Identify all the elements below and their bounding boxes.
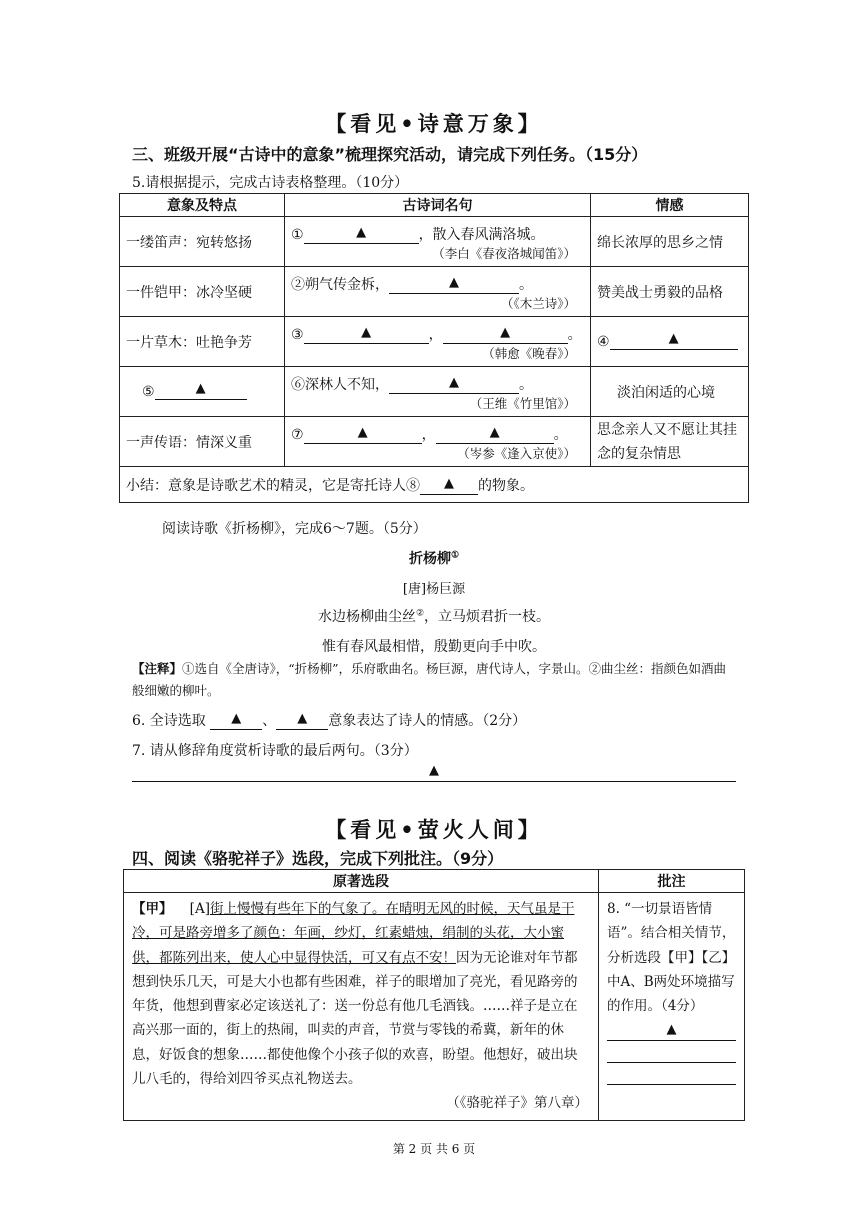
- q6-prefix: 6. 全诗选取: [132, 713, 206, 729]
- table-header-image: 意象及特点: [120, 194, 285, 217]
- triangle-icon: ▲: [666, 1022, 677, 1038]
- table-row: [120, 317, 749, 367]
- line-mid: ，: [428, 326, 443, 343]
- answer-blank-q6a[interactable]: [210, 713, 262, 730]
- triangle-icon: ▲: [356, 224, 367, 240]
- triangle-icon: ▲: [195, 381, 206, 396]
- passage-a-label: [A]: [189, 901, 210, 917]
- triangle-icon: ▲: [361, 324, 372, 340]
- summary-suffix: 的物象。: [478, 477, 534, 494]
- reading-intro: 阅读诗歌《折杨柳》，完成6～7题。（5分）: [162, 521, 427, 537]
- answer-blank-8[interactable]: [420, 475, 478, 495]
- answer-blank-6[interactable]: [389, 374, 519, 394]
- line-cell: [285, 317, 591, 367]
- annotation-cell: [599, 893, 745, 1121]
- line-prefix: ②朔气传金柝，: [291, 276, 389, 293]
- poetry-imagery-table: [119, 193, 749, 503]
- answer-line-q8-2[interactable]: [607, 1041, 736, 1063]
- image-cell: 一缕笛声：宛转悠扬: [120, 217, 285, 267]
- answer-line-q8-3[interactable]: [607, 1063, 736, 1085]
- triangle-icon: ▲: [449, 274, 459, 290]
- answer-blank-7a[interactable]: [304, 424, 422, 444]
- annotation-text: ①选自《全唐诗》，“折杨柳”，乐府歌曲名。杨巨源，唐代诗人，字景山。②曲尘丝：指颜色如酒曲般细嫩的柳叶。: [132, 661, 727, 698]
- image-cell: [120, 367, 285, 417]
- line-prefix: ①: [291, 226, 304, 243]
- answer-line-q8-1[interactable]: [607, 1020, 736, 1041]
- line-cell: [285, 217, 591, 267]
- summary-cell: [120, 467, 749, 503]
- poem-author: [唐]杨巨源: [402, 582, 466, 597]
- section-title-poetry: 【看见•诗意万象】: [325, 111, 543, 136]
- passage-cell: [124, 893, 599, 1121]
- poem-title-text: 折杨柳: [408, 551, 451, 567]
- triangle-icon: ▲: [297, 711, 308, 726]
- section-title-firefly: 【看见•萤火人间】: [325, 817, 543, 842]
- annotation-table: [123, 869, 745, 1121]
- annotation-question: 8. “一切景语皆情语”。结合相关情节，分析选段【甲】【乙】中A、B两处环境描写的作用。（4分）: [607, 901, 736, 1015]
- image-cell: 一声传语：情深义重: [120, 417, 285, 467]
- poem-line-1-b: ，立马烦君折一枝。: [424, 609, 551, 625]
- line-prefix: ③: [291, 326, 304, 343]
- line-source: （《木兰诗》）: [500, 295, 576, 311]
- emotion-cell: 绵长浓厚的思乡之情: [591, 217, 749, 267]
- triangle-icon: ▲: [444, 475, 454, 491]
- emotion-prefix: ④: [597, 334, 610, 350]
- triangle-icon: ▲: [357, 424, 368, 440]
- poem-line-1-note: ②: [415, 608, 425, 619]
- answer-line-q7[interactable]: [132, 765, 736, 782]
- passage-rest: 因为无论谁对年节都想到快乐几天，可是大小也都有些困难，祥子的眼增加了亮光，看见路旁的年货，他想到曹家必定该送礼了：送一份总有他几毛酒钱。……祥子是立在高兴那一面的，街上的热闹，叫卖的声音，节赏与零钱的希冀，新年的休息，好饭食的想象……都使他像个小孩子似的欢喜，盼望。他想好，破出块儿八毛的，得给刘四爷买点礼物送去。: [132, 949, 578, 1088]
- image-cell: 一件铠甲：冰冷坚硬: [120, 267, 285, 317]
- poem-line-1: [0, 606, 868, 626]
- table-row: [120, 217, 749, 267]
- line-source: （李白《春夜洛城闻笛》）: [432, 245, 576, 261]
- answer-blank-q6b[interactable]: [276, 713, 328, 730]
- line-source: （韩愈《晚春》）: [482, 345, 576, 361]
- table-summary-row: [120, 467, 749, 503]
- answer-blank-3b[interactable]: [443, 324, 568, 344]
- image-cell: 一片草木：吐艳争芳: [120, 317, 285, 367]
- question-6: [132, 710, 526, 730]
- table-header-emotion: 情感: [591, 194, 749, 217]
- header-passage: 原著选段: [124, 870, 599, 893]
- question-5-prompt: 5.请根据提示，完成古诗表格整理。（10分）: [132, 175, 409, 191]
- poem-annotation: [132, 658, 738, 702]
- answer-blank-4[interactable]: [610, 333, 738, 350]
- q6-suffix: 意象表达了诗人的情感。（2分）: [328, 713, 527, 729]
- emotion-cell: 赞美战士勇毅的品格: [591, 267, 749, 317]
- triangle-icon: ▲: [449, 374, 459, 390]
- triangle-icon: ▲: [231, 711, 242, 726]
- line-suffix: 。: [567, 326, 582, 343]
- line-cell: [285, 267, 591, 317]
- emotion-cell: [591, 317, 749, 367]
- question-7: 7. 请从修辞角度赏析诗歌的最后两句。（3分）: [132, 743, 418, 759]
- table-row: [120, 267, 749, 317]
- annotation-label: 【注释】: [132, 661, 183, 676]
- poem-line-1-a: 水边杨柳曲尘丝: [317, 609, 416, 625]
- poem-line-2: 惟有春风最相惜，殷勤更向手中吹。: [322, 639, 546, 655]
- passage-underlined: 街上慢慢有些年下的气象了。在晴明无风的时候，天气虽是干冷，可是路旁增多了颜色：年画，纱灯，红素蜡烛，绢制的头花，大小蜜供，都陈列出来，使人心中显得快活，可又有点不安！: [132, 901, 575, 966]
- answer-blank-2[interactable]: [389, 274, 519, 294]
- section-heading-three: 三、班级开展“古诗中的意象”梳理探究活动，请完成下列任务。（15分）: [132, 145, 648, 164]
- table-row: [120, 417, 749, 467]
- triangle-icon: ▲: [668, 331, 679, 346]
- triangle-icon: ▲: [489, 424, 500, 440]
- line-mid: ，: [421, 426, 436, 443]
- poem-title: [0, 548, 868, 568]
- answer-blank-5[interactable]: [155, 383, 247, 400]
- header-annotation: 批注: [599, 870, 745, 893]
- emotion-cell: 思念亲人又不愿让其挂念的复杂情思: [591, 417, 749, 467]
- line-cell: [285, 417, 591, 467]
- table-header-lines: 古诗词名句: [285, 194, 591, 217]
- line-cell: [285, 367, 591, 417]
- line-source: （王维《竹里馆》）: [469, 395, 576, 411]
- emotion-cell: 淡泊闲适的心境: [591, 367, 749, 417]
- page-footer: 第 2 页 共 6 页: [392, 1142, 476, 1156]
- answer-blank-1[interactable]: [304, 224, 419, 244]
- poem-title-note: ①: [450, 550, 460, 561]
- triangle-icon: ▲: [500, 324, 511, 340]
- line-prefix: ⑥深林人不知，: [291, 376, 389, 393]
- triangle-icon: ▲: [429, 763, 439, 778]
- line-suffix: 。: [519, 276, 533, 293]
- line-suffix: ，散入春风满洛城。: [418, 226, 545, 243]
- section-heading-four: 四、阅读《骆驼祥子》选段，完成下列批注。（9分）: [132, 849, 504, 868]
- line-suffix: 。: [553, 426, 568, 443]
- q6-sep: 、: [262, 713, 277, 729]
- passage-source: （《骆驼祥子》第八章）: [446, 1095, 588, 1112]
- line-suffix: 。: [519, 376, 533, 393]
- passage-label: 【甲】: [132, 901, 173, 917]
- table-row: [120, 367, 749, 417]
- answer-blank-3a[interactable]: [304, 324, 429, 344]
- answer-blank-7b[interactable]: [436, 424, 554, 444]
- line-prefix: ⑦: [291, 426, 304, 443]
- image-prefix: ⑤: [142, 384, 155, 400]
- line-source: （岑参《逢入京使》）: [457, 445, 576, 461]
- summary-prefix: 小结：意象是诗歌艺术的精灵，它是寄托诗人⑧: [126, 477, 420, 494]
